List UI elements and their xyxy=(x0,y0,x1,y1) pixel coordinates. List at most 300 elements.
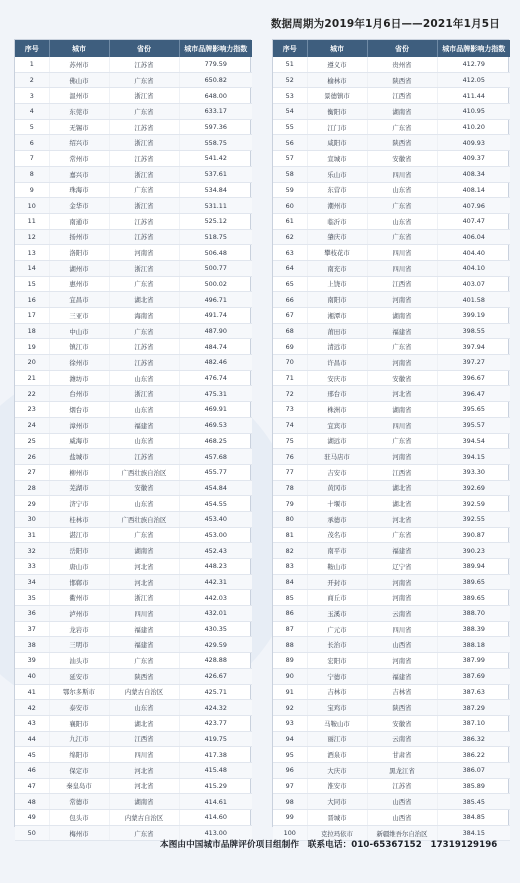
cell-city: 临沂市 xyxy=(307,213,367,229)
cell-score: 407.96 xyxy=(437,198,510,214)
cell-province: 广西壮族自治区 xyxy=(109,464,179,480)
cell-index: 87 xyxy=(273,621,307,637)
table-row xyxy=(15,119,252,135)
cell-score: 469.91 xyxy=(179,402,252,418)
cell-score: 429.59 xyxy=(179,637,252,653)
cell-score: 428.88 xyxy=(179,653,252,669)
cell-city: 漳州市 xyxy=(49,417,109,433)
cell-city: 湖州市 xyxy=(49,260,109,276)
cell-score: 648.00 xyxy=(179,88,252,104)
cell-index: 96 xyxy=(273,762,307,778)
cell-city: 龙岩市 xyxy=(49,621,109,637)
cell-city: 绍兴市 xyxy=(49,135,109,151)
cell-score: 392.69 xyxy=(437,480,510,496)
cell-score: 386.07 xyxy=(437,762,510,778)
cell-index: 37 xyxy=(15,621,49,637)
cell-city: 大同市 xyxy=(307,794,367,810)
column-header-city: 城市 xyxy=(307,40,367,57)
cell-score: 396.47 xyxy=(437,386,510,402)
table-row xyxy=(273,653,510,669)
cell-city: 马鞍山市 xyxy=(307,715,367,731)
cell-city: 攀枝花市 xyxy=(307,245,367,261)
cell-city: 潮州市 xyxy=(307,198,367,214)
cell-index: 93 xyxy=(273,715,307,731)
cell-province: 山东省 xyxy=(109,433,179,449)
cell-city: 大庆市 xyxy=(307,762,367,778)
table-row xyxy=(273,386,510,402)
table-row xyxy=(273,527,510,543)
table-header-row xyxy=(15,40,252,57)
cell-city: 衢州市 xyxy=(49,590,109,606)
cell-index: 8 xyxy=(15,166,49,182)
cell-score: 500.02 xyxy=(179,276,252,292)
cell-province: 江西省 xyxy=(109,731,179,747)
table-row xyxy=(273,88,510,104)
cell-city: 邯郸市 xyxy=(49,574,109,590)
column-header-score: 城市品牌影响力指数 xyxy=(437,40,510,57)
cell-score: 442.03 xyxy=(179,590,252,606)
cell-province: 广东省 xyxy=(109,182,179,198)
cell-province: 浙江省 xyxy=(109,386,179,402)
cell-city: 邢台市 xyxy=(307,386,367,402)
cell-score: 412.79 xyxy=(437,57,510,72)
table-row xyxy=(273,778,510,794)
cell-province: 河南省 xyxy=(109,245,179,261)
cell-index: 35 xyxy=(15,590,49,606)
cell-score: 454.55 xyxy=(179,496,252,512)
cell-index: 46 xyxy=(15,762,49,778)
table-row xyxy=(15,370,252,386)
cell-score: 423.77 xyxy=(179,715,252,731)
cell-index: 6 xyxy=(15,135,49,151)
cell-province: 河南省 xyxy=(367,653,437,669)
cell-city: 九江市 xyxy=(49,731,109,747)
cell-city: 潍坊市 xyxy=(49,370,109,386)
table-row xyxy=(15,166,252,182)
cell-city: 宝鸡市 xyxy=(307,700,367,716)
cell-city: 泸州市 xyxy=(49,606,109,622)
cell-province: 广西壮族自治区 xyxy=(109,511,179,527)
cell-score: 496.71 xyxy=(179,292,252,308)
cell-city: 湘潭市 xyxy=(307,308,367,324)
cell-index: 60 xyxy=(273,198,307,214)
table-body-left xyxy=(15,57,252,841)
table-row xyxy=(15,700,252,716)
table-row xyxy=(15,715,252,731)
cell-city: 景德镇市 xyxy=(307,88,367,104)
table-row xyxy=(273,198,510,214)
cell-city: 安庆市 xyxy=(307,370,367,386)
cell-province: 江苏省 xyxy=(109,213,179,229)
cell-city: 遵义市 xyxy=(307,57,367,72)
cell-index: 92 xyxy=(273,700,307,716)
cell-index: 4 xyxy=(15,104,49,120)
table-row xyxy=(15,88,252,104)
table-row xyxy=(273,229,510,245)
table-row xyxy=(273,355,510,371)
cell-index: 85 xyxy=(273,590,307,606)
cell-index: 18 xyxy=(15,323,49,339)
cell-index: 53 xyxy=(273,88,307,104)
cell-index: 33 xyxy=(15,559,49,575)
cell-score: 452.43 xyxy=(179,543,252,559)
cell-score: 482.46 xyxy=(179,355,252,371)
table-row xyxy=(15,260,252,276)
table-row xyxy=(273,762,510,778)
cell-index: 59 xyxy=(273,182,307,198)
table-row xyxy=(273,606,510,622)
cell-city: 十堰市 xyxy=(307,496,367,512)
cell-index: 77 xyxy=(273,464,307,480)
cell-score: 476.74 xyxy=(179,370,252,386)
cell-city: 绵阳市 xyxy=(49,747,109,763)
table-row xyxy=(273,135,510,151)
cell-province: 内蒙古自治区 xyxy=(109,684,179,700)
cell-province: 吉林省 xyxy=(367,684,437,700)
table-row xyxy=(273,151,510,167)
cell-index: 51 xyxy=(273,57,307,72)
cell-province: 河南省 xyxy=(367,292,437,308)
table-row xyxy=(15,496,252,512)
cell-province: 山东省 xyxy=(109,700,179,716)
cell-province: 甘肃省 xyxy=(367,747,437,763)
table-row xyxy=(15,57,252,72)
cell-province: 四川省 xyxy=(367,260,437,276)
cell-province: 湖北省 xyxy=(109,292,179,308)
table-header-row xyxy=(273,40,510,57)
cell-score: 389.94 xyxy=(437,559,510,575)
cell-index: 9 xyxy=(15,182,49,198)
cell-city: 梅州市 xyxy=(49,825,109,841)
cell-province: 河北省 xyxy=(367,386,437,402)
table-row xyxy=(273,104,510,120)
cell-province: 海南省 xyxy=(109,308,179,324)
cell-city: 晋城市 xyxy=(307,810,367,826)
cell-city: 南平市 xyxy=(307,543,367,559)
cell-province: 福建省 xyxy=(367,323,437,339)
cell-province: 河北省 xyxy=(109,559,179,575)
cell-index: 68 xyxy=(273,323,307,339)
cell-city: 盐城市 xyxy=(49,449,109,465)
cell-city: 延安市 xyxy=(49,668,109,684)
table-row xyxy=(15,292,252,308)
cell-score: 396.67 xyxy=(437,370,510,386)
table-row xyxy=(273,417,510,433)
cell-index: 20 xyxy=(15,355,49,371)
cell-score: 484.74 xyxy=(179,339,252,355)
table-row xyxy=(15,339,252,355)
cell-index: 67 xyxy=(273,308,307,324)
cell-index: 14 xyxy=(15,260,49,276)
cell-city: 威海市 xyxy=(49,433,109,449)
table-row xyxy=(15,198,252,214)
table-row xyxy=(15,810,252,826)
cell-city: 丽江市 xyxy=(307,731,367,747)
cell-score: 390.87 xyxy=(437,527,510,543)
cell-city: 扬州市 xyxy=(49,229,109,245)
table-row xyxy=(273,700,510,716)
cell-index: 99 xyxy=(273,810,307,826)
cell-score: 426.67 xyxy=(179,668,252,684)
cell-province: 江西省 xyxy=(367,276,437,292)
cell-province: 安徽省 xyxy=(367,151,437,167)
cell-score: 506.48 xyxy=(179,245,252,261)
table-row xyxy=(15,182,252,198)
cell-index: 50 xyxy=(15,825,49,841)
table-row xyxy=(273,57,510,72)
cell-city: 柳州市 xyxy=(49,464,109,480)
cell-index: 26 xyxy=(15,449,49,465)
cell-city: 襄阳市 xyxy=(49,715,109,731)
table-row xyxy=(15,684,252,700)
cell-score: 390.23 xyxy=(437,543,510,559)
cell-province: 浙江省 xyxy=(109,198,179,214)
cell-index: 56 xyxy=(273,135,307,151)
cell-index: 17 xyxy=(15,308,49,324)
table-row xyxy=(273,245,510,261)
cell-province: 四川省 xyxy=(367,245,437,261)
cell-index: 73 xyxy=(273,402,307,418)
cell-score: 534.84 xyxy=(179,182,252,198)
cell-province: 广东省 xyxy=(109,323,179,339)
table-row xyxy=(273,433,510,449)
cell-score: 410.95 xyxy=(437,104,510,120)
table-row xyxy=(15,433,252,449)
cell-index: 27 xyxy=(15,464,49,480)
cell-province: 云南省 xyxy=(367,606,437,622)
cell-city: 江门市 xyxy=(307,119,367,135)
cell-score: 387.29 xyxy=(437,700,510,716)
table-row xyxy=(15,574,252,590)
cell-city: 酒泉市 xyxy=(307,747,367,763)
table-row xyxy=(15,308,252,324)
cell-score: 415.29 xyxy=(179,778,252,794)
cell-city: 莆田市 xyxy=(307,323,367,339)
cell-province: 云南省 xyxy=(367,731,437,747)
table-row xyxy=(15,72,252,88)
cell-province: 河北省 xyxy=(109,778,179,794)
cell-index: 7 xyxy=(15,151,49,167)
column-header-score: 城市品牌影响力指数 xyxy=(179,40,252,57)
cell-city: 鞍山市 xyxy=(307,559,367,575)
cell-index: 32 xyxy=(15,543,49,559)
cell-index: 65 xyxy=(273,276,307,292)
cell-province: 福建省 xyxy=(367,543,437,559)
cell-score: 385.45 xyxy=(437,794,510,810)
cell-index: 57 xyxy=(273,151,307,167)
cell-index: 63 xyxy=(273,245,307,261)
cell-index: 91 xyxy=(273,684,307,700)
cell-province: 安徽省 xyxy=(367,715,437,731)
cell-index: 64 xyxy=(273,260,307,276)
cell-city: 南阳市 xyxy=(307,292,367,308)
cell-city: 湛江市 xyxy=(49,527,109,543)
table-row xyxy=(273,511,510,527)
cell-province: 浙江省 xyxy=(109,260,179,276)
cell-score: 406.04 xyxy=(437,229,510,245)
cell-index: 89 xyxy=(273,653,307,669)
cell-city: 广元市 xyxy=(307,621,367,637)
cell-city: 芜湖市 xyxy=(49,480,109,496)
footer-credit: 本图由中国城市品牌评价项目组制作 联系电话：010-65367152 17319129196 xyxy=(160,840,498,850)
cell-score: 453.00 xyxy=(179,527,252,543)
cell-score: 399.19 xyxy=(437,308,510,324)
table-row xyxy=(273,370,510,386)
cell-index: 55 xyxy=(273,119,307,135)
cell-score: 475.31 xyxy=(179,386,252,402)
cell-province: 广东省 xyxy=(367,119,437,135)
table-row xyxy=(273,810,510,826)
cell-index: 11 xyxy=(15,213,49,229)
cell-score: 468.25 xyxy=(179,433,252,449)
cell-province: 山西省 xyxy=(367,810,437,826)
cell-province: 江苏省 xyxy=(109,449,179,465)
cell-city: 宜昌市 xyxy=(49,292,109,308)
cell-index: 47 xyxy=(15,778,49,794)
cell-province: 山西省 xyxy=(367,637,437,653)
table-row xyxy=(273,747,510,763)
cell-score: 525.12 xyxy=(179,213,252,229)
cell-city: 泰安市 xyxy=(49,700,109,716)
cell-city: 许昌市 xyxy=(307,355,367,371)
cell-province: 江苏省 xyxy=(109,339,179,355)
table-row xyxy=(15,276,252,292)
cell-index: 31 xyxy=(15,527,49,543)
cell-index: 95 xyxy=(273,747,307,763)
cell-province: 安徽省 xyxy=(109,480,179,496)
cell-score: 394.54 xyxy=(437,433,510,449)
cell-province: 江苏省 xyxy=(109,119,179,135)
cell-city: 包头市 xyxy=(49,810,109,826)
cell-city: 金华市 xyxy=(49,198,109,214)
table-row xyxy=(15,480,252,496)
cell-province: 四川省 xyxy=(367,417,437,433)
cell-score: 779.59 xyxy=(179,57,252,72)
cell-city: 岳阳市 xyxy=(49,543,109,559)
cell-city: 常德市 xyxy=(49,794,109,810)
cell-score: 392.55 xyxy=(437,511,510,527)
cell-city: 惠州市 xyxy=(49,276,109,292)
cell-city: 常州市 xyxy=(49,151,109,167)
cell-index: 1 xyxy=(15,57,49,72)
cell-city: 珠海市 xyxy=(49,182,109,198)
cell-city: 佛山市 xyxy=(49,72,109,88)
cell-score: 541.42 xyxy=(179,151,252,167)
cell-province: 陕西省 xyxy=(367,700,437,716)
cell-province: 江苏省 xyxy=(109,57,179,72)
cell-province: 广东省 xyxy=(109,825,179,841)
cell-score: 413.00 xyxy=(179,825,252,841)
table-row xyxy=(273,496,510,512)
cell-city: 唐山市 xyxy=(49,559,109,575)
cell-score: 384.85 xyxy=(437,810,510,826)
cell-score: 455.77 xyxy=(179,464,252,480)
table-row xyxy=(15,747,252,763)
cell-index: 28 xyxy=(15,480,49,496)
cell-province: 广东省 xyxy=(367,433,437,449)
cell-province: 浙江省 xyxy=(109,166,179,182)
cell-index: 38 xyxy=(15,637,49,653)
cell-score: 388.70 xyxy=(437,606,510,622)
cell-city: 济宁市 xyxy=(49,496,109,512)
cell-province: 贵州省 xyxy=(367,57,437,72)
table-row xyxy=(273,668,510,684)
table-row xyxy=(273,402,510,418)
cell-city: 驻马店市 xyxy=(307,449,367,465)
cell-score: 537.61 xyxy=(179,166,252,182)
cell-province: 江苏省 xyxy=(109,151,179,167)
cell-city: 中山市 xyxy=(49,323,109,339)
cell-index: 86 xyxy=(273,606,307,622)
cell-index: 82 xyxy=(273,543,307,559)
cell-index: 39 xyxy=(15,653,49,669)
cell-city: 保定市 xyxy=(49,762,109,778)
cell-score: 409.93 xyxy=(437,135,510,151)
table-row xyxy=(15,386,252,402)
cell-province: 湖北省 xyxy=(109,715,179,731)
table-row xyxy=(273,276,510,292)
cell-score: 531.11 xyxy=(179,198,252,214)
cell-score: 633.17 xyxy=(179,104,252,120)
cell-score: 454.84 xyxy=(179,480,252,496)
cell-score: 411.44 xyxy=(437,88,510,104)
cell-index: 98 xyxy=(273,794,307,810)
table-row xyxy=(15,527,252,543)
cell-province: 陕西省 xyxy=(367,72,437,88)
cell-city: 汕头市 xyxy=(49,653,109,669)
table-row xyxy=(273,480,510,496)
cell-city: 无锡市 xyxy=(49,119,109,135)
table-row xyxy=(273,684,510,700)
table-row xyxy=(273,637,510,653)
cell-province: 广东省 xyxy=(109,72,179,88)
cell-index: 94 xyxy=(273,731,307,747)
column-header-index: 序号 xyxy=(15,40,49,57)
cell-score: 430.35 xyxy=(179,621,252,637)
table-row xyxy=(273,292,510,308)
cell-score: 469.53 xyxy=(179,417,252,433)
cell-score: 650.82 xyxy=(179,72,252,88)
cell-province: 浙江省 xyxy=(109,590,179,606)
cell-index: 84 xyxy=(273,574,307,590)
cell-city: 淮安市 xyxy=(307,778,367,794)
cell-city: 株洲市 xyxy=(307,402,367,418)
cell-province: 山东省 xyxy=(367,213,437,229)
table-row xyxy=(15,511,252,527)
cell-score: 386.22 xyxy=(437,747,510,763)
table-row xyxy=(15,323,252,339)
cell-province: 辽宁省 xyxy=(367,559,437,575)
cell-province: 广东省 xyxy=(109,276,179,292)
cell-province: 福建省 xyxy=(109,637,179,653)
cell-index: 88 xyxy=(273,637,307,653)
column-header-province: 省份 xyxy=(367,40,437,57)
cell-province: 四川省 xyxy=(109,606,179,622)
cell-score: 448.23 xyxy=(179,559,252,575)
cell-index: 54 xyxy=(273,104,307,120)
cell-province: 山西省 xyxy=(367,794,437,810)
cell-province: 湖南省 xyxy=(367,308,437,324)
cell-province: 广东省 xyxy=(367,527,437,543)
cell-province: 新疆维吾尔自治区 xyxy=(367,825,437,841)
table-row xyxy=(15,543,252,559)
table-row xyxy=(15,245,252,261)
cell-index: 90 xyxy=(273,668,307,684)
cell-province: 湖北省 xyxy=(367,480,437,496)
cell-index: 15 xyxy=(15,276,49,292)
table-row xyxy=(273,794,510,810)
cell-score: 404.10 xyxy=(437,260,510,276)
